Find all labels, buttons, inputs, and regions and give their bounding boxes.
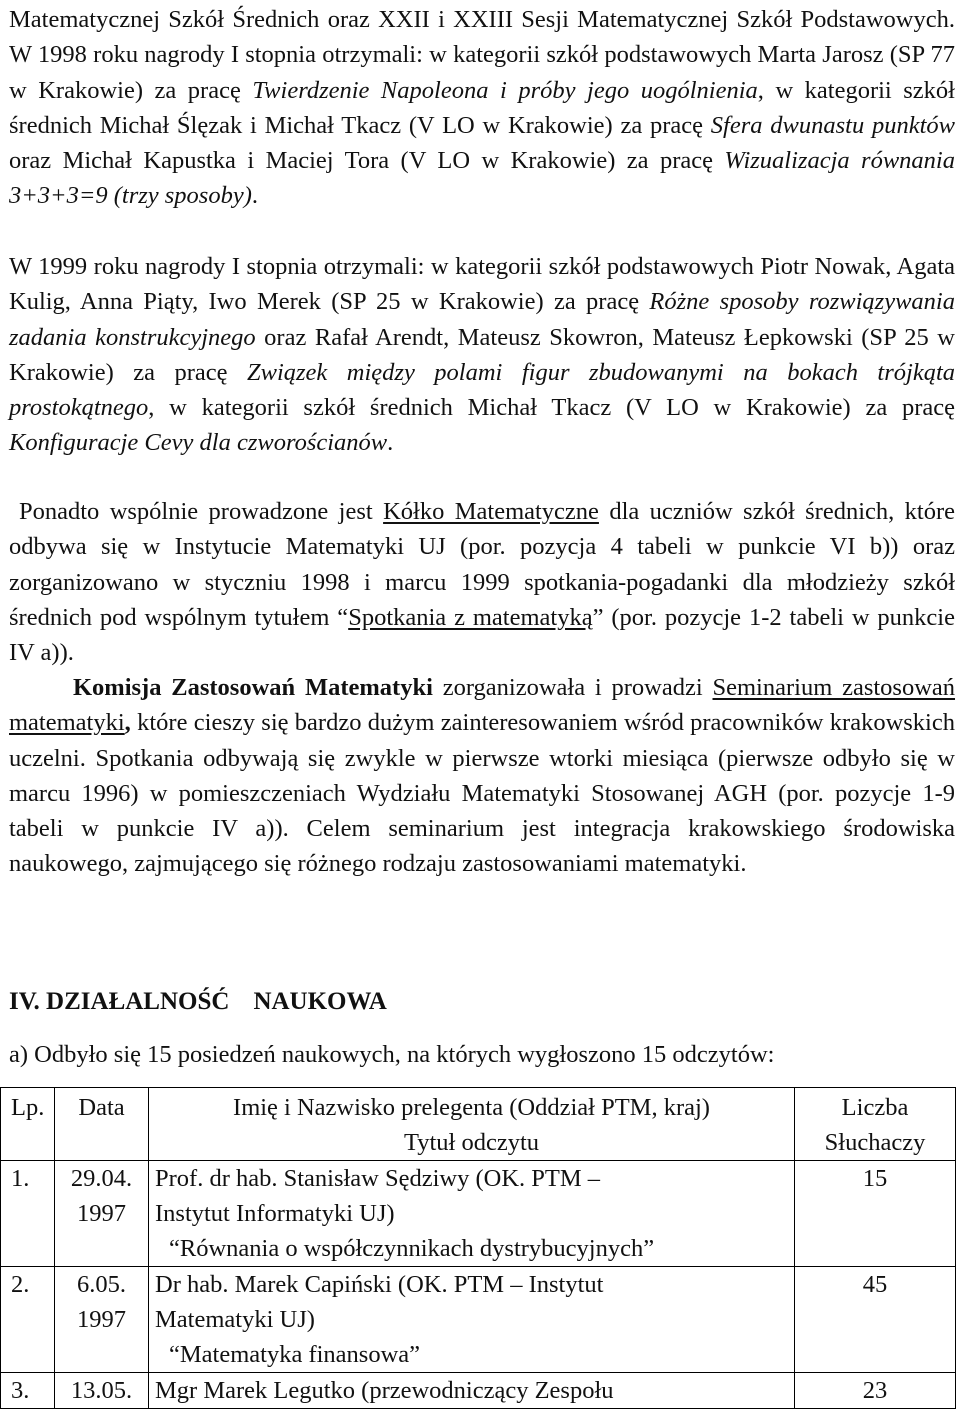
- work-title: Konfiguracje Cevy dla czworościanów: [9, 429, 388, 457]
- cell-count: 15: [795, 1161, 956, 1267]
- work-title: Wizualizacja równania 3+3+3=9 (trzy sposoby): [9, 147, 955, 210]
- text-segment: dla uczniów szkół średnich, które odbywa się w Instytucie Matematyki UJ (por. pozycja 4 tabeli w punkcie VI b)) oraz zorganizowano w styczniu 1998 i marcu 1999 spotkania-pogadanki dla młodzieży szkół średnich pod wspólnym tytułem “: [9, 498, 955, 631]
- header-count: [795, 1088, 956, 1161]
- table-header-row: [1, 1088, 956, 1161]
- lecture-title: “Matematyka finansowa”: [169, 1341, 421, 1368]
- work-title: Twierdzenie Napoleona i próby jego uogólnienia: [252, 76, 758, 104]
- lectures-table: [0, 1087, 956, 1409]
- section-heading: [9, 986, 387, 1018]
- cell-speaker: [149, 1161, 795, 1267]
- speaker-line: Dr hab. Marek Capiński (OK. PTM – Instytut: [155, 1271, 604, 1298]
- table-row: [1, 1267, 956, 1373]
- work-title: Sfera dwunastu punktów: [710, 111, 955, 139]
- underlined-name: Kółko Matematyczne: [383, 498, 599, 525]
- table-row: [1, 1373, 956, 1409]
- text-segment: W 1999 roku nagrody I stopnia otrzymali: w kategorii szkół podstawowych Piotr Nowak, Agata Kulig, Anna Piąty, Iwo Merek (SP 25 w Krakowie) za pracę: [9, 253, 955, 316]
- header-speaker: [149, 1088, 795, 1161]
- cell-date: [55, 1267, 149, 1373]
- paragraph-applications-commission: [9, 670, 955, 882]
- text-segment: .: [387, 429, 394, 457]
- date-line: 6.05.: [77, 1271, 126, 1298]
- subsection-heading: a) Odbyło się 15 posiedzeń naukowych, na których wygłoszono 15 odczytów:: [9, 1041, 775, 1068]
- text-segment: oraz Michał Kapustka i Maciej Tora (V LO w Krakowie) za pracę: [9, 147, 725, 175]
- text-segment: .: [251, 182, 258, 210]
- bold-comma: ,: [124, 709, 131, 737]
- cell-count: 23: [795, 1373, 956, 1409]
- underlined-name: Seminarium zastosowań matematyki: [9, 674, 956, 737]
- text-segment: ” (por. pozycje 1-2 tabeli w punkcie IV a)).: [9, 603, 955, 667]
- lecture-title: “Równania o współczynnikach dystrybucyjnych”: [169, 1235, 655, 1262]
- cell-speaker: Mgr Marek Legutko (przewodniczący Zespołu: [149, 1373, 795, 1409]
- header-lp: Lp.: [1, 1088, 55, 1161]
- text-segment: zorganizowała i prowadzi: [432, 674, 713, 701]
- text-segment: Matematycznej Szkół Średnich oraz XXII i XXIII Sesji Matematycznej Szkół Podstawowych. W 1998 roku nagrody I stopnia otrzymali: w kategorii szkół podstawowych Marta Jarosz (SP 77 w Krakowie) za pracę: [9, 6, 955, 104]
- speaker-line: Prof. dr hab. Stanisław Sędziwy (OK. PTM –: [155, 1165, 601, 1192]
- text-segment: , w kategorii szkół średnich Michał Tkacz (V LO w Krakowie) za pracę: [148, 394, 955, 422]
- date-line: 29.04.: [70, 1165, 133, 1192]
- cell-lp: 3.: [1, 1373, 55, 1409]
- header-line: Słuchaczy: [824, 1129, 926, 1156]
- cell-count: 45: [795, 1267, 956, 1373]
- date-line: 1997: [77, 1306, 126, 1333]
- heading-part: IV. DZIAŁALNOŚĆ: [9, 988, 230, 1015]
- text-segment: , w kategorii szkół średnich Michał Ślęzak i Michał Tkacz (V LO w Krakowie) za pracę: [9, 76, 955, 139]
- cell-date: 13.05.: [55, 1373, 149, 1409]
- date-line: 1997: [77, 1200, 126, 1227]
- cell-lp: 1.: [1, 1161, 55, 1267]
- work-title: Różne sposoby rozwiązywania zadania konstrukcyjnego: [9, 288, 955, 351]
- cell-date: [55, 1161, 149, 1267]
- speaker-line: Matematyki UJ): [155, 1306, 315, 1333]
- table-row: [1, 1161, 956, 1267]
- header-line: Liczba: [841, 1094, 909, 1121]
- bold-name: Komisja Zastosowań Matematyki: [73, 674, 433, 701]
- cell-lp: 2.: [1, 1267, 55, 1373]
- text-segment: oraz Rafał Arendt, Mateusz Skowron, Mateusz Łepkowski (SP 25 w Krakowie) za pracę: [9, 323, 956, 386]
- paragraph-awards-1999: [9, 249, 955, 461]
- heading-part: NAUKOWA: [253, 988, 387, 1015]
- speaker-line: Instytut Informatyki UJ): [155, 1200, 395, 1227]
- header-date: Data: [55, 1088, 149, 1161]
- header-line: Tytuł odczytu: [403, 1129, 540, 1156]
- text-segment: Ponadto wspólnie prowadzone jest: [19, 498, 384, 525]
- underlined-name: Spotkania z matematyką: [348, 603, 593, 631]
- paragraph-awards-1998: [9, 2, 955, 214]
- paragraph-math-circle: [9, 494, 955, 670]
- cell-speaker: [149, 1267, 795, 1373]
- header-line: Imię i Nazwisko prelegenta (Oddział PTM, kraj): [233, 1094, 710, 1121]
- work-title: Związek między polami figur zbudowanymi na bokach trójkąta prostokątnego: [9, 358, 956, 422]
- text-segment: które cieszy się bardzo dużym zainteresowaniem wśród pracowników krakowskich uczelni. Spotkania odbywają się zwykle w pierwsze wtorki miesiąca (pierwsze odbyło się w marcu 1996) w pomieszczeniach Wydziału Matematyki Stosowanej AGH (por. pozycje 1-9 tabeli w punkcie IV a)). Celem seminarium jest integracja krakowskiego środowiska naukowego, zajmującego się różnego rodzaju zastosowaniami matematyki.: [9, 709, 955, 878]
